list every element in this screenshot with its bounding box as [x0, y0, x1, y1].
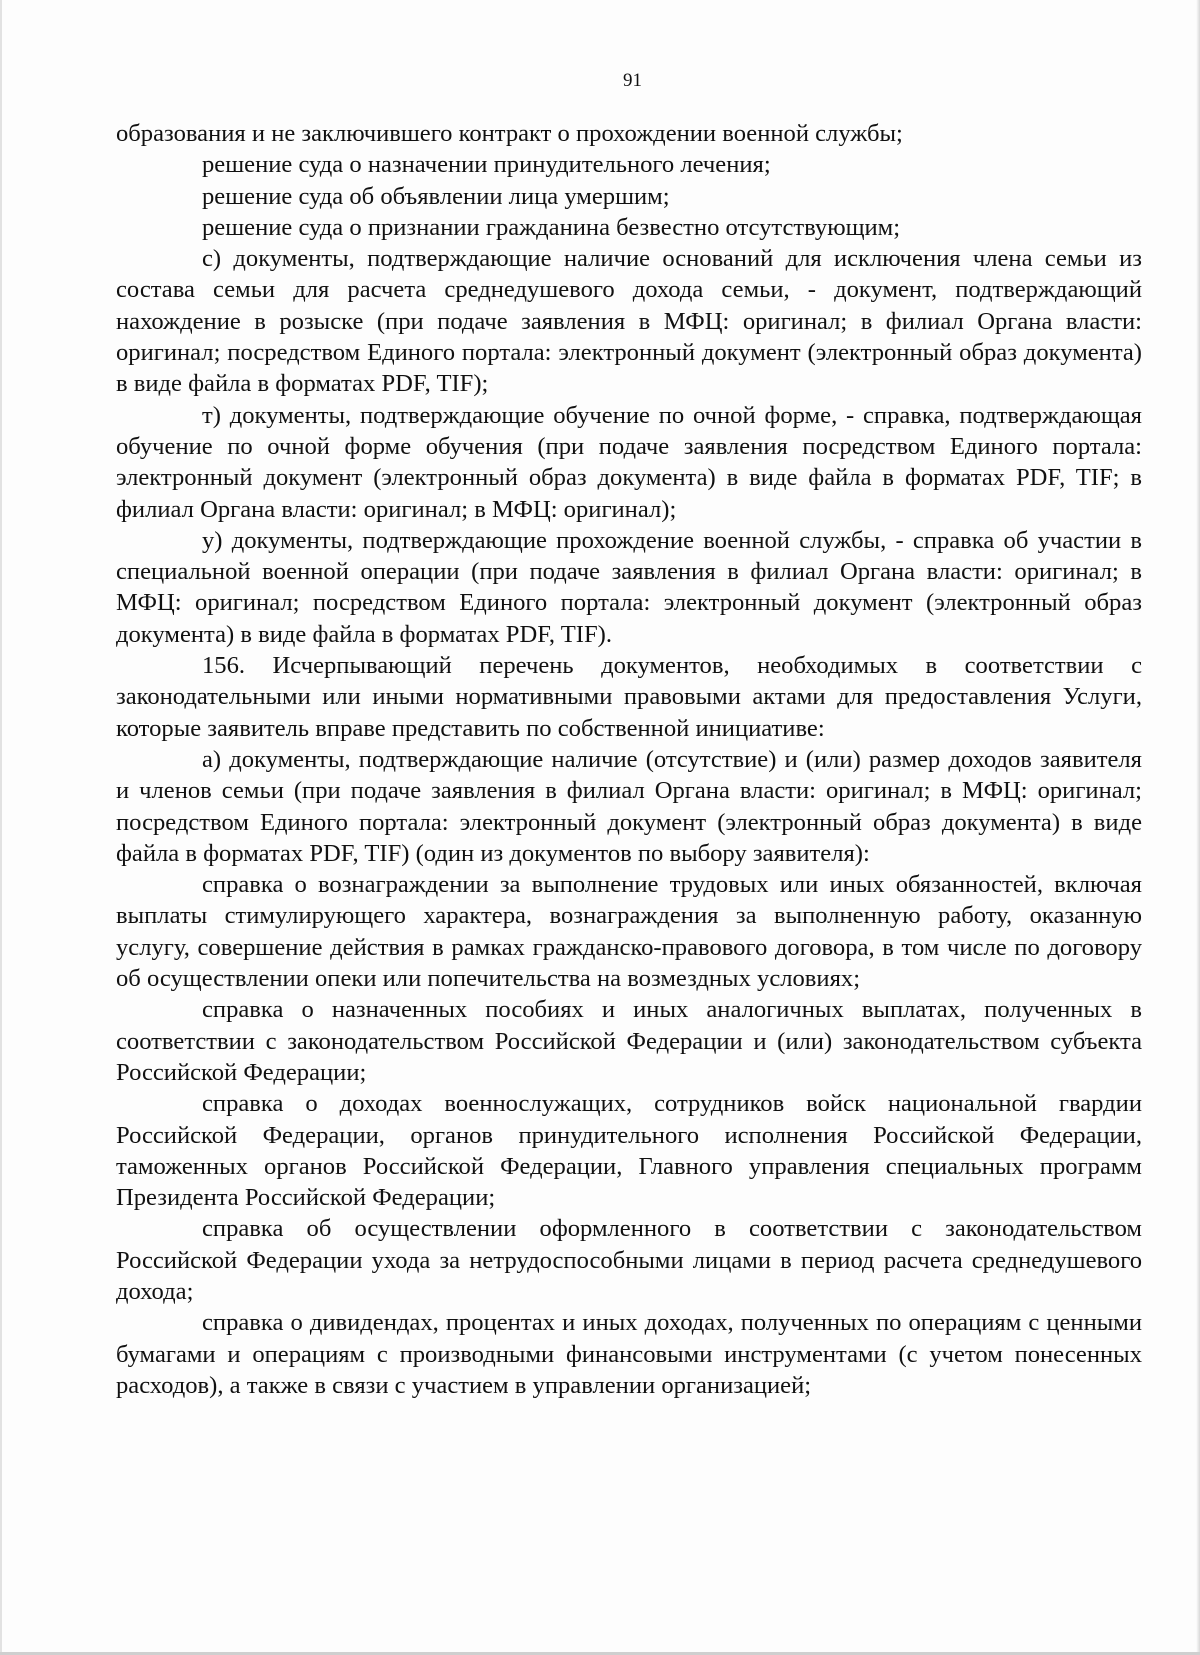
page-number: 91	[623, 70, 642, 91]
paragraph-care: справка об осуществлении оформленного в соответствии с законодательством Российской Федерации ухода за нетрудоспособными лицами в период расчета среднедушевого дохода;	[116, 1215, 1142, 1305]
paragraph-continuation: образования и не заключившего контракт о прохождении военной службы;	[116, 120, 903, 147]
paragraph-item-a: а) документы, подтверждающие наличие (отсутствие) и (или) размер доходов заявителя и членов семьи (при подаче заявления в филиал Органа власти: оригинал; в МФЦ: оригинал; посредством Единого портала: электронный документ (электронный образ документа) в виде файла в форматах PDF, TIF) (один из документов по выбору заявителя):	[116, 745, 1142, 867]
paragraph-court-deceased: решение суда об объявлении лица умершим;	[202, 182, 670, 210]
scan-edge-left	[0, 0, 2, 1655]
paragraph-item-s: с) документы, подтверждающие наличие оснований для исключения члена семьи из состава семьи для расчета среднедушевого дохода семьи, - документ, подтверждающий нахождение в розыске (при подаче заявления в МФЦ: оригинал; в филиал Органа власти: оригинал; посредством Единого портала: электронный документ (электронный образ документа) в виде файла в форматах PDF, TIF);	[116, 245, 1142, 398]
paragraph-court-treatment: решение суда о назначении принудительного лечения;	[202, 151, 771, 179]
paragraph-item-t: т) документы, подтверждающие обучение по очной форме, - справка, подтверждающая обучение по очной форме обучения (при подаче заявления посредством Единого портала: электронный документ (электронный образ документа) в виде файла в форматах PDF, TIF; в филиал Органа власти: оригинал; в МФЦ: оригинал);	[116, 401, 1142, 523]
document-body	[116, 118, 1142, 1401]
paragraph-item-u: у) документы, подтверждающие прохождение военной службы, - справка об участии в специальной военной операции (при подаче заявления в филиал Органа власти: оригинал; в МФЦ: оригинал; посредством Единого портала: электронный документ (электронный образ документа) в виде файла в форматах PDF, TIF).	[116, 526, 1142, 648]
paragraph-military-income: справка о доходах военнослужащих, сотрудников войск национальной гвардии Российской Федерации, органов принудительного исполнения Российской Федерации, таможенных органов Российской Федерации, Главного управления специальных программ Президента Российской Федерации;	[116, 1090, 1142, 1212]
paragraph-court-missing: решение суда о признании гражданина безвестно отсутствующим;	[202, 213, 901, 241]
paragraph-dividends: справка о дивидендах, процентах и иных доходах, полученных по операциям с ценными бумагами и операциям с производными финансовыми инструментами (с учетом понесенных расходов), а также в связи с участием в управлении организацией;	[116, 1309, 1142, 1399]
paragraph-156: 156. Исчерпывающий перечень документов, необходимых в соответствии с законодательными или иными нормативными правовыми актами для предоставления Услуги, которые заявитель вправе представить по собственной инициативе:	[116, 652, 1142, 742]
paragraph-remuneration: справка о вознаграждении за выполнение трудовых или иных обязанностей, включая выплаты стимулирующего характера, вознаграждения за выполненную работу, оказанную услугу, совершение действия в рамках гражданско-правового договора, в том числе по договору об осуществлении опеки или попечительства на возмездных условиях;	[116, 871, 1142, 993]
scan-edge-right	[1196, 0, 1200, 1655]
paragraph-benefits: справка о назначенных пособиях и иных аналогичных выплатах, полученных в соответствии с законодательством Российской Федерации и (или) законодательством субъекта Российской Федерации;	[116, 996, 1142, 1086]
